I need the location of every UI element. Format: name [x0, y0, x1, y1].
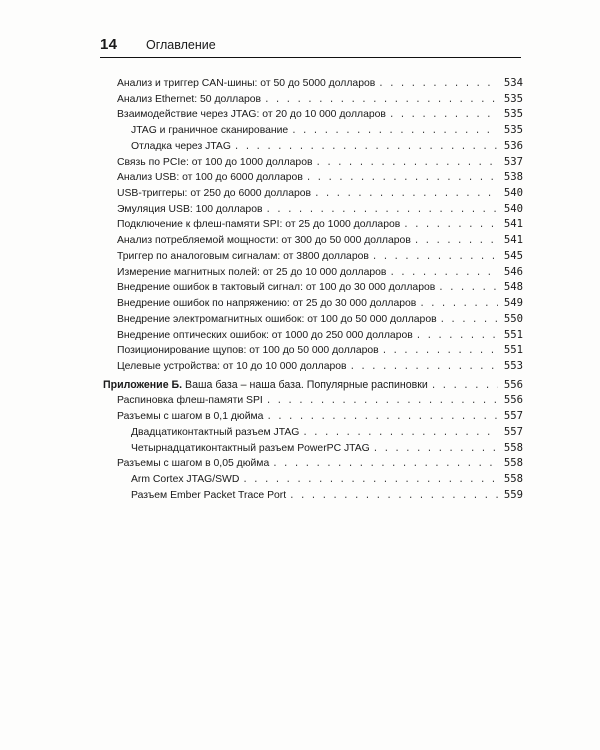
page-header [100, 36, 521, 58]
toc-entry [117, 139, 523, 155]
dot-leader [438, 281, 498, 297]
page-number: 14 [100, 36, 118, 53]
toc-entry-page-number: 556 [503, 394, 523, 407]
toc-entry-page-number: 545 [503, 249, 523, 262]
dot-leader [372, 250, 498, 266]
toc-entry-label: Arm Cortex JTAG/SWD [131, 473, 240, 485]
toc-entry [117, 409, 523, 425]
toc-entry [117, 123, 523, 139]
toc-entry-page-number: 537 [503, 155, 523, 168]
toc-entry-page-number: 540 [503, 187, 523, 200]
dot-leader [316, 156, 498, 172]
toc-entry-page-number: 534 [503, 77, 523, 89]
toc-entry [117, 233, 523, 249]
toc-entry-page-number: 553 [503, 359, 523, 372]
toc-entry-page-number: 558 [503, 457, 523, 470]
toc-entry-page-number: 535 [503, 92, 523, 105]
toc-entry-label: Внедрение ошибок в тактовый сигнал: от 100 до 30 000 долларов [117, 282, 436, 294]
toc-entry-page-number: 546 [503, 265, 523, 278]
dot-leader [378, 77, 498, 93]
toc-entry [117, 217, 523, 233]
toc-entry-label: Разъем Ember Packet Trace Port [131, 489, 287, 501]
toc-entry-page-number: 551 [503, 328, 523, 341]
toc-entry-label: Отладка через JTAG [131, 140, 231, 152]
dot-leader [306, 171, 498, 187]
toc-entry-label: Анализ Ethernet: 50 долларов [117, 93, 262, 105]
dot-leader [264, 93, 498, 109]
table-of-contents [103, 76, 523, 503]
toc-entry-page-number: 541 [503, 234, 523, 247]
toc-entry [117, 265, 523, 281]
appendix-page-number: 556 [503, 378, 523, 391]
toc-entry-label: Внедрение ошибок по напряжению: от 25 до 30 000 долларов [117, 298, 417, 310]
toc-entry-label: Связь по PCIe: от 100 до 1000 долларов [117, 156, 313, 168]
toc-entry-page-number: 558 [503, 441, 523, 454]
toc-entry-label: USB-триггеры: от 250 до 6000 долларов [117, 188, 312, 200]
toc-entry-label: Взаимодействие через JTAG: от 20 до 10 000 долларов [117, 109, 386, 121]
appendix-title [103, 378, 428, 394]
toc-entry [117, 170, 523, 186]
dot-leader [272, 457, 498, 473]
toc-entry [117, 280, 523, 296]
dot-leader [289, 489, 498, 505]
dot-leader [414, 234, 498, 250]
toc-entry [117, 296, 523, 312]
toc-entry-label: Разъемы с шагом в 0,05 дюйма [117, 458, 270, 470]
toc-entry [117, 202, 523, 218]
toc-entry-label: Целевые устройства: от 10 до 10 000 долларов [117, 360, 347, 372]
toc-entry-label: Четырнадцатиконтактный разъем PowerPC JTAG [131, 442, 370, 454]
toc-entry-label: Внедрение электромагнитных ошибок: от 100 до 50 000 долларов [117, 313, 437, 325]
dot-leader [389, 108, 498, 124]
toc-entry-label: Анализ USB: от 100 до 6000 долларов [117, 172, 303, 184]
toc-entry [117, 472, 523, 488]
toc-entry-label: Подключение к флеш-памяти SPI: от 25 до 1000 долларов [117, 219, 401, 231]
toc-entry [117, 107, 523, 123]
toc-entry-label: Измерение магнитных полей: от 25 до 10 000 долларов [117, 266, 387, 278]
dot-leader [416, 329, 498, 345]
toc-entry-page-number: 551 [503, 344, 523, 357]
dot-leader [350, 360, 498, 376]
toc-appendix-list [117, 393, 523, 503]
toc-entry-page-number: 538 [503, 171, 523, 184]
toc-entry-page-number: 535 [503, 108, 523, 121]
dot-leader [266, 410, 498, 426]
toc-entry-page-number: 559 [503, 488, 523, 501]
toc-entry-label: JTAG и граничное сканирование [131, 125, 289, 137]
toc-entry-page-number: 549 [503, 297, 523, 310]
toc-entry-label: Внедрение оптических ошибок: от 1000 до 250 000 долларов [117, 329, 413, 341]
toc-entry [117, 92, 523, 108]
toc-entry [117, 328, 523, 344]
toc-entry-page-number: 557 [503, 425, 523, 438]
dot-leader [431, 379, 498, 395]
dot-leader [389, 266, 498, 282]
toc-entry [117, 186, 523, 202]
toc-entry [117, 249, 523, 265]
toc-entry-label: Позиционирование щупов: от 100 до 50 000 долларов [117, 345, 379, 357]
toc-entry [117, 155, 523, 171]
toc-entry-page-number: 540 [503, 202, 523, 215]
toc-entry-label: Эмуляция USB: 100 долларов [117, 203, 263, 215]
toc-entry-label: Анализ потребляемой мощности: от 300 до 50 000 долларов [117, 235, 411, 247]
toc-entry [117, 488, 523, 504]
dot-leader [440, 313, 498, 329]
toc-main-list [117, 76, 523, 375]
toc-entry-page-number: 548 [503, 281, 523, 294]
toc-entry-label: Разъемы с шагом в 0,1 дюйма [117, 411, 264, 423]
running-title: Оглавление [146, 38, 216, 52]
toc-entry-label: Анализ и триггер CAN-шины: от 50 до 5000 долларов [117, 78, 376, 89]
dot-leader [266, 203, 499, 219]
toc-entry-page-number: 550 [503, 312, 523, 325]
toc-entry [117, 76, 523, 92]
toc-entry-label: Двадцатиконтактный разъем JTAG [131, 426, 300, 438]
toc-appendix-heading [103, 378, 523, 394]
toc-entry-page-number: 541 [503, 218, 523, 231]
dot-leader [382, 344, 498, 360]
dot-leader [242, 473, 498, 489]
appendix-prefix: Приложение Б. [103, 378, 183, 391]
appendix-title-text: Ваша база – наша база. Популярные распиновки [185, 378, 428, 391]
toc-entry [117, 441, 523, 457]
dot-leader [302, 426, 498, 442]
toc-entry-page-number: 535 [503, 124, 523, 137]
toc-entry-label: Триггер по аналоговым сигналам: от 3800 долларов [117, 250, 369, 262]
toc-entry-page-number: 558 [503, 472, 523, 485]
dot-leader [314, 187, 498, 203]
dot-leader [373, 442, 498, 458]
toc-entry [117, 343, 523, 359]
dot-leader [266, 394, 498, 410]
dot-leader [419, 297, 498, 313]
toc-entry [117, 393, 523, 409]
toc-entry [117, 312, 523, 328]
toc-entry [117, 425, 523, 441]
toc-entry-page-number: 557 [503, 410, 523, 423]
toc-entry-label: Распиновка флеш-памяти SPI [117, 395, 263, 407]
toc-entry [117, 359, 523, 375]
dot-leader [234, 140, 498, 156]
toc-entry [117, 456, 523, 472]
toc-entry-page-number: 536 [503, 139, 523, 152]
header-rule [100, 57, 521, 58]
dot-leader [403, 218, 498, 234]
dot-leader [291, 124, 498, 140]
